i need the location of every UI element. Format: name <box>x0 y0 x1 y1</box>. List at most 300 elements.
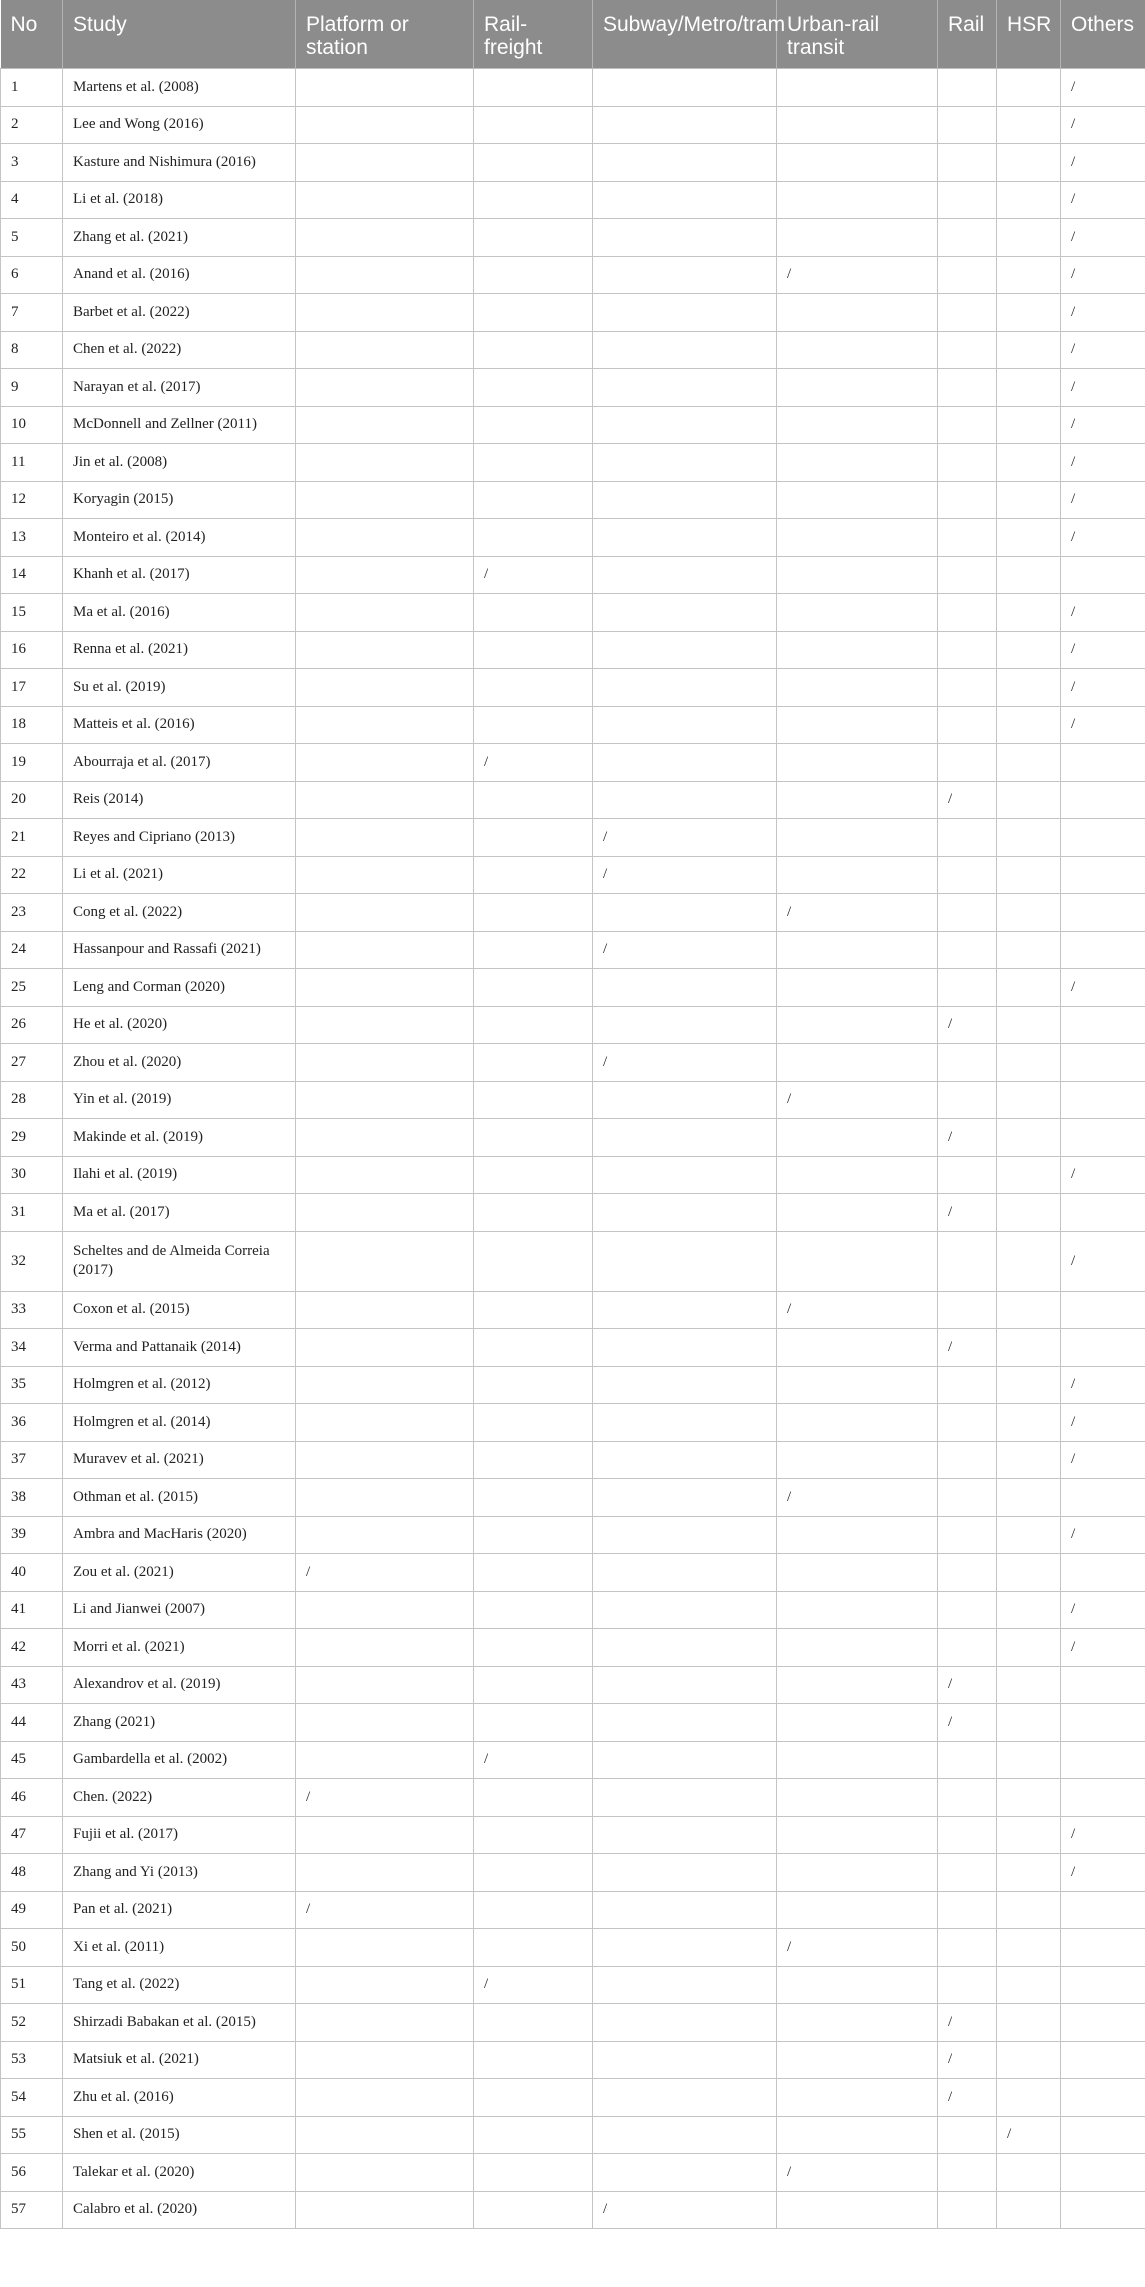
empty-cell <box>474 369 593 407</box>
empty-cell <box>997 1441 1061 1479</box>
category-mark: / <box>1061 1516 1145 1554</box>
empty-cell <box>474 856 593 894</box>
empty-cell <box>593 744 777 782</box>
study-citation: Othman et al. (2015) <box>63 1479 296 1517</box>
table-row <box>1 1854 1145 1892</box>
table-row <box>1 1404 1145 1442</box>
empty-cell <box>777 1704 938 1742</box>
empty-cell <box>474 1329 593 1367</box>
empty-cell <box>938 2116 997 2154</box>
table-row <box>1 556 1145 594</box>
category-mark: / <box>1061 1629 1145 1667</box>
table-row <box>1 2041 1145 2079</box>
study-citation: Jin et al. (2008) <box>63 444 296 482</box>
empty-cell <box>997 1629 1061 1667</box>
empty-cell <box>296 706 474 744</box>
category-mark: / <box>938 1704 997 1742</box>
empty-cell <box>296 1006 474 1044</box>
empty-cell <box>296 819 474 857</box>
table-row <box>1 2079 1145 2117</box>
empty-cell <box>474 1704 593 1742</box>
row-number: 54 <box>1 2079 63 2117</box>
header-row <box>1 0 1145 69</box>
row-number: 12 <box>1 481 63 519</box>
empty-cell <box>1061 1929 1145 1967</box>
category-mark: / <box>1061 594 1145 632</box>
empty-cell <box>296 106 474 144</box>
row-number: 1 <box>1 69 63 107</box>
category-mark: / <box>1061 1366 1145 1404</box>
empty-cell <box>777 1629 938 1667</box>
study-citation: Hassanpour and Rassafi (2021) <box>63 931 296 969</box>
empty-cell <box>296 1816 474 1854</box>
row-number: 3 <box>1 144 63 182</box>
row-number: 22 <box>1 856 63 894</box>
empty-cell <box>474 444 593 482</box>
empty-cell <box>997 519 1061 557</box>
category-mark: / <box>296 1891 474 1929</box>
empty-cell <box>296 1366 474 1404</box>
header-rail: Rail <box>938 0 997 69</box>
empty-cell <box>997 181 1061 219</box>
row-number: 51 <box>1 1966 63 2004</box>
empty-cell <box>474 181 593 219</box>
empty-cell <box>593 2079 777 2117</box>
empty-cell <box>777 1854 938 1892</box>
empty-cell <box>593 781 777 819</box>
empty-cell <box>938 931 997 969</box>
empty-cell <box>593 1291 777 1329</box>
category-mark: / <box>1061 669 1145 707</box>
category-mark: / <box>777 1479 938 1517</box>
empty-cell <box>938 2191 997 2229</box>
empty-cell <box>593 2154 777 2192</box>
empty-cell <box>997 894 1061 932</box>
empty-cell <box>777 2116 938 2154</box>
empty-cell <box>593 2041 777 2079</box>
empty-cell <box>997 669 1061 707</box>
row-number: 19 <box>1 744 63 782</box>
study-citation: Zou et al. (2021) <box>63 1554 296 1592</box>
empty-cell <box>593 2116 777 2154</box>
category-mark: / <box>938 1006 997 1044</box>
empty-cell <box>474 1119 593 1157</box>
table-row <box>1 1516 1145 1554</box>
study-citation: Monteiro et al. (2014) <box>63 519 296 557</box>
row-number: 8 <box>1 331 63 369</box>
category-mark: / <box>1061 1816 1145 1854</box>
empty-cell <box>296 1194 474 1232</box>
empty-cell <box>777 1119 938 1157</box>
study-citation: Barbet et al. (2022) <box>63 294 296 332</box>
category-mark: / <box>938 2004 997 2042</box>
empty-cell <box>593 1006 777 1044</box>
category-mark: / <box>1061 969 1145 1007</box>
table-row <box>1 2191 1145 2229</box>
empty-cell <box>296 969 474 1007</box>
empty-cell <box>997 1329 1061 1367</box>
empty-cell <box>593 1629 777 1667</box>
empty-cell <box>296 1291 474 1329</box>
category-mark: / <box>1061 1854 1145 1892</box>
empty-cell <box>1061 1479 1145 1517</box>
empty-cell <box>474 256 593 294</box>
study-citation: Li et al. (2018) <box>63 181 296 219</box>
empty-cell <box>474 294 593 332</box>
empty-cell <box>474 706 593 744</box>
table-row <box>1 2116 1145 2154</box>
empty-cell <box>938 1591 997 1629</box>
empty-cell <box>997 1741 1061 1779</box>
empty-cell <box>997 1666 1061 1704</box>
study-citation: Zhang et al. (2021) <box>63 219 296 257</box>
category-mark: / <box>474 1741 593 1779</box>
empty-cell <box>938 369 997 407</box>
empty-cell <box>997 219 1061 257</box>
empty-cell <box>1061 819 1145 857</box>
empty-cell <box>997 2041 1061 2079</box>
empty-cell <box>296 1704 474 1742</box>
empty-cell <box>938 594 997 632</box>
empty-cell <box>997 144 1061 182</box>
empty-cell <box>997 1704 1061 1742</box>
row-number: 23 <box>1 894 63 932</box>
empty-cell <box>1061 1194 1145 1232</box>
empty-cell <box>777 69 938 107</box>
row-number: 14 <box>1 556 63 594</box>
row-number: 29 <box>1 1119 63 1157</box>
empty-cell <box>593 1404 777 1442</box>
category-mark: / <box>1061 219 1145 257</box>
study-citation: Gambardella et al. (2002) <box>63 1741 296 1779</box>
empty-cell <box>997 2191 1061 2229</box>
empty-cell <box>1061 894 1145 932</box>
row-number: 44 <box>1 1704 63 1742</box>
study-citation: Alexandrov et al. (2019) <box>63 1666 296 1704</box>
empty-cell <box>938 2154 997 2192</box>
empty-cell <box>938 331 997 369</box>
row-number: 9 <box>1 369 63 407</box>
empty-cell <box>593 69 777 107</box>
empty-cell <box>997 1816 1061 1854</box>
header-study: Study <box>63 0 296 69</box>
empty-cell <box>1061 2191 1145 2229</box>
empty-cell <box>938 69 997 107</box>
empty-cell <box>777 2079 938 2117</box>
empty-cell <box>593 1516 777 1554</box>
study-citation: Coxon et al. (2015) <box>63 1291 296 1329</box>
study-citation: Chen. (2022) <box>63 1779 296 1817</box>
table-row <box>1 444 1145 482</box>
row-number: 33 <box>1 1291 63 1329</box>
empty-cell <box>474 819 593 857</box>
study-citation: Shirzadi Babakan et al. (2015) <box>63 2004 296 2042</box>
study-citation: Yin et al. (2019) <box>63 1081 296 1119</box>
row-number: 43 <box>1 1666 63 1704</box>
empty-cell <box>997 481 1061 519</box>
header-no: No <box>1 0 63 69</box>
empty-cell <box>296 1854 474 1892</box>
table-row <box>1 181 1145 219</box>
empty-cell <box>938 744 997 782</box>
empty-cell <box>938 1081 997 1119</box>
empty-cell <box>474 1666 593 1704</box>
empty-cell <box>474 1629 593 1667</box>
empty-cell <box>777 106 938 144</box>
category-mark: / <box>777 1929 938 1967</box>
study-citation: Narayan et al. (2017) <box>63 369 296 407</box>
empty-cell <box>474 2079 593 2117</box>
table-row <box>1 2154 1145 2192</box>
empty-cell <box>777 481 938 519</box>
empty-cell <box>593 144 777 182</box>
empty-cell <box>296 1516 474 1554</box>
table-body <box>1 69 1145 2229</box>
empty-cell <box>296 219 474 257</box>
category-mark: / <box>474 1966 593 2004</box>
empty-cell <box>997 444 1061 482</box>
empty-cell <box>777 1666 938 1704</box>
empty-cell <box>777 594 938 632</box>
empty-cell <box>296 631 474 669</box>
empty-cell <box>593 1081 777 1119</box>
empty-cell <box>997 594 1061 632</box>
empty-cell <box>777 444 938 482</box>
empty-cell <box>474 2004 593 2042</box>
empty-cell <box>593 1366 777 1404</box>
empty-cell <box>296 2041 474 2079</box>
study-citation: Matteis et al. (2016) <box>63 706 296 744</box>
empty-cell <box>997 1366 1061 1404</box>
empty-cell <box>296 856 474 894</box>
category-mark: / <box>1061 294 1145 332</box>
empty-cell <box>777 294 938 332</box>
study-citation: Shen et al. (2015) <box>63 2116 296 2154</box>
empty-cell <box>296 2079 474 2117</box>
empty-cell <box>777 1366 938 1404</box>
row-number: 55 <box>1 2116 63 2154</box>
study-citation: Abourraja et al. (2017) <box>63 744 296 782</box>
study-citation: Leng and Corman (2020) <box>63 969 296 1007</box>
header-rail-freight: Rail-freight <box>474 0 593 69</box>
empty-cell <box>296 1156 474 1194</box>
empty-cell <box>593 1441 777 1479</box>
empty-cell <box>938 556 997 594</box>
row-number: 25 <box>1 969 63 1007</box>
row-number: 5 <box>1 219 63 257</box>
row-number: 35 <box>1 1366 63 1404</box>
empty-cell <box>777 1329 938 1367</box>
empty-cell <box>938 256 997 294</box>
empty-cell <box>593 256 777 294</box>
empty-cell <box>938 1441 997 1479</box>
category-mark: / <box>777 1081 938 1119</box>
category-mark: / <box>777 894 938 932</box>
study-citation: Chen et al. (2022) <box>63 331 296 369</box>
empty-cell <box>938 1854 997 1892</box>
table-row <box>1 369 1145 407</box>
category-mark: / <box>593 1044 777 1082</box>
category-mark: / <box>593 819 777 857</box>
empty-cell <box>1061 1291 1145 1329</box>
empty-cell <box>938 894 997 932</box>
empty-cell <box>997 1291 1061 1329</box>
empty-cell <box>474 1929 593 1967</box>
empty-cell <box>938 669 997 707</box>
category-mark: / <box>1061 631 1145 669</box>
table-row <box>1 1044 1145 1082</box>
empty-cell <box>593 1929 777 1967</box>
empty-cell <box>296 181 474 219</box>
study-citation: Fujii et al. (2017) <box>63 1816 296 1854</box>
table-row <box>1 1006 1145 1044</box>
empty-cell <box>938 444 997 482</box>
empty-cell <box>938 706 997 744</box>
empty-cell <box>593 1194 777 1232</box>
empty-cell <box>474 894 593 932</box>
category-mark: / <box>1061 1591 1145 1629</box>
category-mark: / <box>938 1194 997 1232</box>
empty-cell <box>1061 1891 1145 1929</box>
empty-cell <box>296 781 474 819</box>
table-row <box>1 1891 1145 1929</box>
empty-cell <box>777 1591 938 1629</box>
table-row <box>1 1816 1145 1854</box>
empty-cell <box>296 69 474 107</box>
study-citation: Anand et al. (2016) <box>63 256 296 294</box>
empty-cell <box>938 1404 997 1442</box>
empty-cell <box>777 1441 938 1479</box>
empty-cell <box>593 1779 777 1817</box>
empty-cell <box>997 1516 1061 1554</box>
empty-cell <box>938 969 997 1007</box>
empty-cell <box>593 594 777 632</box>
empty-cell <box>777 406 938 444</box>
empty-cell <box>777 1194 938 1232</box>
empty-cell <box>296 294 474 332</box>
empty-cell <box>938 1479 997 1517</box>
category-mark: / <box>1061 1441 1145 1479</box>
study-citation: Reyes and Cipriano (2013) <box>63 819 296 857</box>
empty-cell <box>777 144 938 182</box>
table-row <box>1 519 1145 557</box>
row-number: 45 <box>1 1741 63 1779</box>
study-citation: Ambra and MacHaris (2020) <box>63 1516 296 1554</box>
study-citation: Reis (2014) <box>63 781 296 819</box>
category-mark: / <box>1061 106 1145 144</box>
empty-cell <box>777 181 938 219</box>
empty-cell <box>777 969 938 1007</box>
empty-cell <box>777 1516 938 1554</box>
header-subway-metro-tram: Subway/Metro/tram <box>593 0 777 69</box>
table-row <box>1 856 1145 894</box>
empty-cell <box>997 1231 1061 1291</box>
empty-cell <box>296 2191 474 2229</box>
empty-cell <box>1061 781 1145 819</box>
empty-cell <box>474 481 593 519</box>
empty-cell <box>997 1006 1061 1044</box>
category-mark: / <box>777 1291 938 1329</box>
empty-cell <box>593 706 777 744</box>
empty-cell <box>997 1554 1061 1592</box>
empty-cell <box>997 631 1061 669</box>
empty-cell <box>938 1779 997 1817</box>
empty-cell <box>777 556 938 594</box>
table-row <box>1 1554 1145 1592</box>
study-citation: Zhang (2021) <box>63 1704 296 1742</box>
empty-cell <box>997 1119 1061 1157</box>
empty-cell <box>296 331 474 369</box>
category-mark: / <box>1061 444 1145 482</box>
empty-cell <box>593 1231 777 1291</box>
empty-cell <box>296 744 474 782</box>
table-row <box>1 744 1145 782</box>
empty-cell <box>593 1666 777 1704</box>
category-mark: / <box>474 556 593 594</box>
category-mark: / <box>777 256 938 294</box>
empty-cell <box>296 1081 474 1119</box>
empty-cell <box>474 1854 593 1892</box>
empty-cell <box>938 1291 997 1329</box>
study-citation: Xi et al. (2011) <box>63 1929 296 1967</box>
empty-cell <box>474 1366 593 1404</box>
empty-cell <box>777 706 938 744</box>
empty-cell <box>997 1966 1061 2004</box>
empty-cell <box>1061 856 1145 894</box>
empty-cell <box>474 669 593 707</box>
study-citation: Kasture and Nishimura (2016) <box>63 144 296 182</box>
row-number: 27 <box>1 1044 63 1082</box>
table-row <box>1 1741 1145 1779</box>
empty-cell <box>474 69 593 107</box>
empty-cell <box>777 1156 938 1194</box>
empty-cell <box>474 519 593 557</box>
empty-cell <box>938 1554 997 1592</box>
empty-cell <box>777 669 938 707</box>
empty-cell <box>474 219 593 257</box>
empty-cell <box>938 856 997 894</box>
empty-cell <box>1061 1966 1145 2004</box>
study-citation: Koryagin (2015) <box>63 481 296 519</box>
empty-cell <box>938 1156 997 1194</box>
study-citation: Tang et al. (2022) <box>63 1966 296 2004</box>
row-number: 37 <box>1 1441 63 1479</box>
empty-cell <box>938 1044 997 1082</box>
table-row <box>1 1966 1145 2004</box>
row-number: 39 <box>1 1516 63 1554</box>
empty-cell <box>296 444 474 482</box>
row-number: 6 <box>1 256 63 294</box>
empty-cell <box>296 1044 474 1082</box>
empty-cell <box>296 556 474 594</box>
empty-cell <box>296 369 474 407</box>
study-citation: Makinde et al. (2019) <box>63 1119 296 1157</box>
empty-cell <box>474 1779 593 1817</box>
category-mark: / <box>1061 481 1145 519</box>
empty-cell <box>593 556 777 594</box>
empty-cell <box>593 406 777 444</box>
study-citation: Holmgren et al. (2012) <box>63 1366 296 1404</box>
empty-cell <box>593 1854 777 1892</box>
row-number: 47 <box>1 1816 63 1854</box>
empty-cell <box>296 669 474 707</box>
empty-cell <box>1061 1554 1145 1592</box>
category-mark: / <box>1061 256 1145 294</box>
empty-cell <box>296 1119 474 1157</box>
study-citation: Khanh et al. (2017) <box>63 556 296 594</box>
empty-cell <box>593 519 777 557</box>
table-row <box>1 1666 1145 1704</box>
